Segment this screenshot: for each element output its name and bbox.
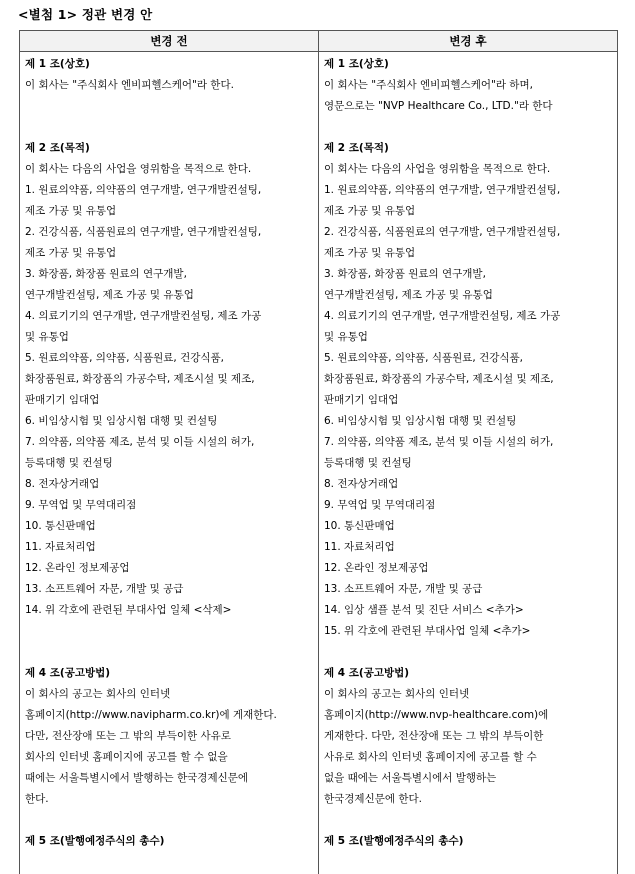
article-heading: 제 2 조(목적) — [25, 138, 314, 159]
article-line: 1. 원료의약품, 의약품의 연구개발, 연구개발컨설팅, — [25, 180, 314, 201]
article-line: 홈페이지(http://www.navipharm.co.kr)에 게재한다. — [25, 705, 314, 726]
article-line: 8. 전자상거래업 — [25, 474, 314, 495]
article-line: 2. 건강식품, 식품원료의 연구개발, 연구개발컨설팅, — [25, 222, 314, 243]
document-title: <별첨 1> 정관 변경 안 — [18, 5, 152, 23]
column-header-before: 변경 전 — [20, 31, 319, 52]
before-column — [20, 52, 319, 874]
article-line: 때에는 서울특별시에서 발행하는 한국경제신문에 — [25, 768, 314, 789]
article-line: 이 회사는 "주식회사 엔비피헬스케어"라 하며, — [324, 75, 613, 96]
article-line: 없을 때에는 서울특별시에서 발행하는 — [324, 768, 613, 789]
article-line: 연구개발컨설팅, 제조 가공 및 유통업 — [324, 285, 613, 306]
article-line: 이 회사는 다음의 사업을 영위함을 목적으로 한다. — [324, 159, 613, 180]
article-heading: 제 5 조(발행예정주식의 총수) — [324, 831, 613, 852]
article-line: 5. 원료의약품, 의약품, 식품원료, 건강식품, — [25, 348, 314, 369]
table-body-row — [20, 52, 618, 874]
article-1-before — [25, 54, 314, 117]
article-line: 13. 소프트웨어 자문, 개발 및 공급 — [25, 579, 314, 600]
article-heading: 제 2 조(목적) — [324, 138, 613, 159]
article-1-after — [324, 54, 613, 117]
article-line: 판매기기 임대업 — [25, 390, 314, 411]
article-line: 영문으로는 "NVP Healthcare Co., LTD."라 한다 — [324, 96, 613, 117]
article-line: 4. 의료기기의 연구개발, 연구개발컨설팅, 제조 가공 — [324, 306, 613, 327]
article-line: 제조 가공 및 유통업 — [324, 201, 613, 222]
article-heading: 제 4 조(공고방법) — [324, 663, 613, 684]
article-line: 11. 자료처리업 — [25, 537, 314, 558]
article-line: 게재한다. 다만, 전산장애 또는 그 밖의 부득이한 — [324, 726, 613, 747]
article-line: 5. 원료의약품, 의약품, 식품원료, 건강식품, — [324, 348, 613, 369]
article-line: 15. 위 각호에 관련된 부대사업 일체 <추가> — [324, 621, 613, 642]
article-line: 1. 원료의약품, 의약품의 연구개발, 연구개발컨설팅, — [324, 180, 613, 201]
article-line: 3. 화장품, 화장품 원료의 연구개발, — [25, 264, 314, 285]
article-line: 9. 무역업 및 무역대리점 — [324, 495, 613, 516]
article-2-after — [324, 138, 613, 642]
article-line: 7. 의약품, 의약품 제조, 분석 및 이들 시설의 허가, — [324, 432, 613, 453]
article-heading: 제 1 조(상호) — [324, 54, 613, 75]
article-line: 이 회사는 "주식회사 엔비피헬스케어"라 한다. — [25, 75, 314, 96]
article-line: 6. 비임상시험 및 임상시험 대행 및 컨설팅 — [25, 411, 314, 432]
article-line: 11. 자료처리업 — [324, 537, 613, 558]
article-line: 13. 소프트웨어 자문, 개발 및 공급 — [324, 579, 613, 600]
article-line: 연구개발컨설팅, 제조 가공 및 유통업 — [25, 285, 314, 306]
article-line: 10. 통신판매업 — [324, 516, 613, 537]
article-line: 3. 화장품, 화장품 원료의 연구개발, — [324, 264, 613, 285]
article-heading: 제 5 조(발행예정주식의 총수) — [25, 831, 314, 852]
article-line: 제조 가공 및 유통업 — [25, 243, 314, 264]
article-line: 및 유통업 — [25, 327, 314, 348]
article-line: 한다. — [25, 789, 314, 810]
article-heading: 제 1 조(상호) — [25, 54, 314, 75]
comparison-table — [19, 30, 618, 874]
article-line: 14. 임상 샘플 분석 및 진단 서비스 <추가> — [324, 600, 613, 621]
article-line: 판매기기 임대업 — [324, 390, 613, 411]
article-line: 6. 비임상시험 및 임상시험 대행 및 컨설팅 — [324, 411, 613, 432]
article-line: 8. 전자상거래업 — [324, 474, 613, 495]
article-line: 화장품원료, 화장품의 가공수탁, 제조시설 및 제조, — [324, 369, 613, 390]
article-line: 회사의 인터넷 홈페이지에 공고를 할 수 없을 — [25, 747, 314, 768]
article-line: 화장품원료, 화장품의 가공수탁, 제조시설 및 제조, — [25, 369, 314, 390]
article-line: 12. 온라인 정보제공업 — [324, 558, 613, 579]
article-line: 이 회사는 다음의 사업을 영위함을 목적으로 한다. — [25, 159, 314, 180]
article-line: 9. 무역업 및 무역대리점 — [25, 495, 314, 516]
article-line: 등록대행 및 컨설팅 — [324, 453, 613, 474]
article-line: 이 회사의 공고는 회사의 인터넷 — [324, 684, 613, 705]
article-line: 다만, 전산장애 또는 그 밖의 부득이한 사유로 — [25, 726, 314, 747]
article-4-before — [25, 663, 314, 810]
article-line: 2. 건강식품, 식품원료의 연구개발, 연구개발컨설팅, — [324, 222, 613, 243]
article-line: 제조 가공 및 유통업 — [324, 243, 613, 264]
article-2-before — [25, 138, 314, 642]
article-line: 등록대행 및 컨설팅 — [25, 453, 314, 474]
column-header-after: 변경 후 — [319, 31, 618, 52]
article-line: 10. 통신판매업 — [25, 516, 314, 537]
article-line: 14. 위 각호에 관련된 부대사업 일체 <삭제> — [25, 600, 314, 621]
article-line: 제조 가공 및 유통업 — [25, 201, 314, 222]
article-line: 사유로 회사의 인터넷 홈페이지에 공고를 할 수 — [324, 747, 613, 768]
article-heading: 제 4 조(공고방법) — [25, 663, 314, 684]
article-line: 및 유통업 — [324, 327, 613, 348]
article-line: 12. 온라인 정보제공업 — [25, 558, 314, 579]
article-line: 한국경제신문에 한다. — [324, 789, 613, 810]
article-line: 홈페이지(http://www.nvp-healthcare.com)에 — [324, 705, 613, 726]
article-line: 이 회사의 공고는 회사의 인터넷 — [25, 684, 314, 705]
article-line: 7. 의약품, 의약품 제조, 분석 및 이들 시설의 허가, — [25, 432, 314, 453]
article-4-after — [324, 663, 613, 810]
article-line: 4. 의료기기의 연구개발, 연구개발컨설팅, 제조 가공 — [25, 306, 314, 327]
after-column — [319, 52, 618, 874]
table-header-row — [20, 31, 618, 52]
